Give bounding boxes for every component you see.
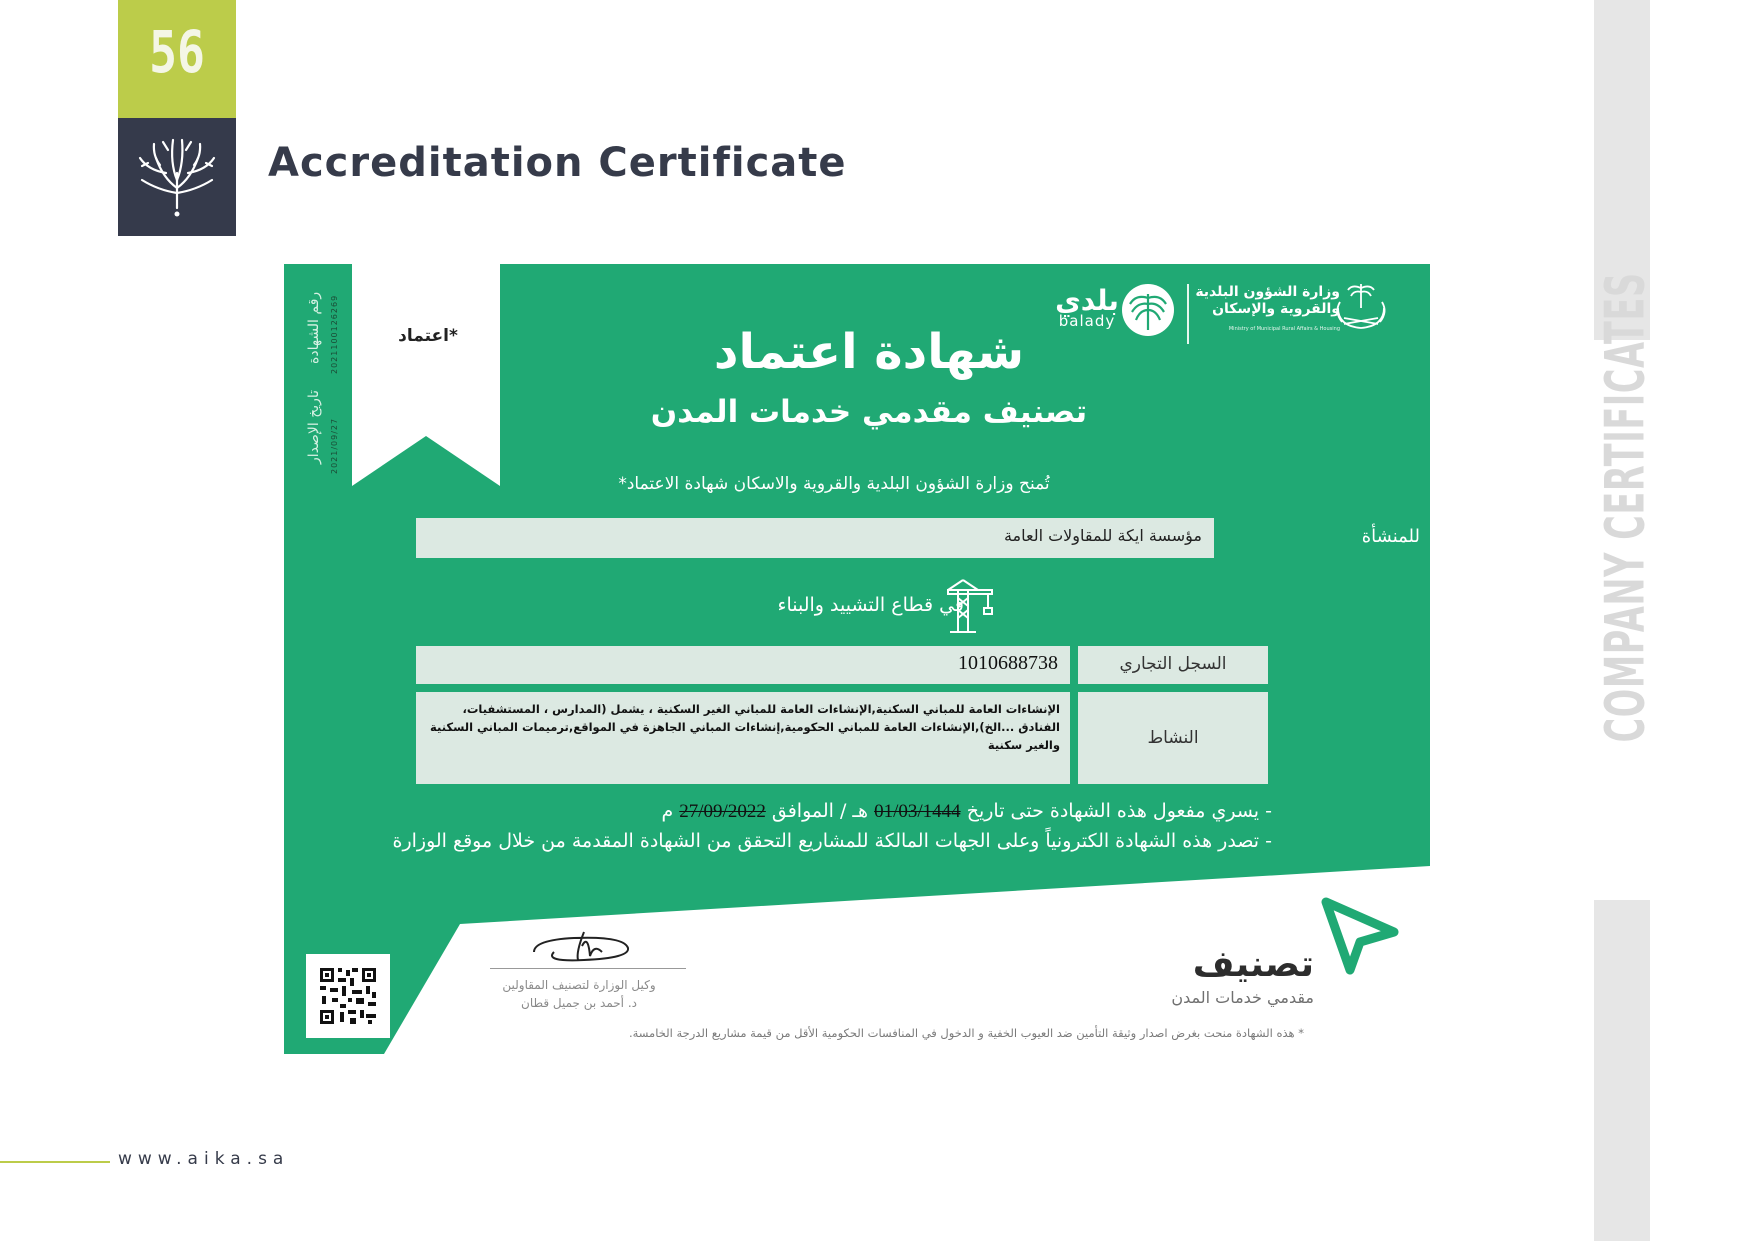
signatory-role: وكيل الوزارة لتصنيف المقاولين xyxy=(502,978,656,992)
issue-date-label: تاريخ الإصدار xyxy=(306,389,322,464)
ribbon-label: *اعتماد xyxy=(398,326,458,346)
qr-code-icon xyxy=(306,954,390,1038)
certificate-subtitle: تصنيف مقدمي خدمات المدن xyxy=(650,394,1088,430)
establishment-value: مؤسسة ايكة للمقاولات العامة xyxy=(1003,526,1202,545)
validity-suffix: م xyxy=(661,800,674,822)
logo-separator xyxy=(1187,284,1189,344)
company-logo xyxy=(118,118,236,236)
sector: في قطاع التشييد والبناء xyxy=(777,594,964,616)
ministry-name-line2: والقروية والإسكان xyxy=(1212,301,1340,317)
tasnif-subtitle: مقدمي خدمات المدن xyxy=(1171,988,1314,1007)
establishment-label: للمنشأة xyxy=(1361,526,1420,547)
validity-statement xyxy=(404,800,1272,823)
validity-gregorian-date: 27/09/2022 xyxy=(679,801,766,822)
commercial-register-value: 1010688738 xyxy=(958,652,1058,674)
qr-code xyxy=(306,954,390,1038)
side-label: COMPANY CERTIFICATES xyxy=(1593,272,1657,743)
electronic-issue-statement: - تصدر هذه الشهادة الكترونياً وعلى الجهات المالكة للمشاريع التحقق من الشهادة المقدمة من خلال موقع الوزارة xyxy=(392,830,1272,852)
ribbon-bookmark xyxy=(352,264,500,486)
tasnif-title: تصنيف xyxy=(1192,944,1314,985)
ministry-name-en: Ministry of Municipal Rural Affairs & Housing xyxy=(1228,326,1340,332)
activity-label: النشاط xyxy=(1147,728,1199,748)
validity-hijri-date: 01/03/1444 xyxy=(874,801,961,822)
grant-statement: تُمنح وزارة الشؤون البلدية والقروية والاسكان شهادة الاعتماد* xyxy=(618,474,1050,494)
tree-icon xyxy=(118,118,236,236)
certificate-number-label: رقم الشهادة xyxy=(306,291,322,364)
certificate-image xyxy=(284,264,1430,1054)
signature-image xyxy=(524,922,644,972)
certificate-footnote: * هذه الشهادة منحت بغرض اصدار وثيقة التأمين ضد العيوب الخفية و الدخول في المنافسات الحكومية الأقل من قيمة مشاريع الدرجة الخامسة. xyxy=(628,1026,1304,1040)
ministry-emblem-icon xyxy=(1330,278,1392,336)
ministry-name xyxy=(1182,284,1340,318)
issue-date: 2021/09/27 xyxy=(330,417,339,474)
balady-logo-ar: بلدي xyxy=(1055,284,1119,317)
activity-value: الإنشاءات العامة للمباني السكنية,الإنشاءات العامة للمباني الغير السكنية ، يشمل (المدارس ، المستشفيات، الفنادق ...الخ),الإنشاءات العامة للمباني الحكومية,إنشاءات المباني الجاهزة في المواقع,ترميمات المباني السكنية والغير سكنية xyxy=(430,702,1060,752)
validity-mid: هـ / الموافق xyxy=(771,800,869,822)
signature-line xyxy=(490,968,686,969)
ministry-name-line1: وزارة الشؤون البلدية xyxy=(1195,284,1340,300)
balady-logo-en: balady xyxy=(1058,312,1116,330)
signatory-name: د. أحمد بن جميل قطان xyxy=(521,996,637,1010)
footer-line xyxy=(0,1161,110,1163)
validity-prefix: - يسري مفعول هذه الشهادة حتى تاريخ xyxy=(966,800,1272,822)
website-link[interactable]: www.aika.sa xyxy=(118,1149,290,1169)
certificate-title: شهادة اعتماد xyxy=(713,324,1025,380)
page-number: 56 xyxy=(149,18,205,86)
page-title: Accreditation Certificate xyxy=(268,140,847,186)
certificate-number: 2021100126269 xyxy=(330,294,339,374)
commercial-register-label: السجل التجاري xyxy=(1119,654,1227,674)
